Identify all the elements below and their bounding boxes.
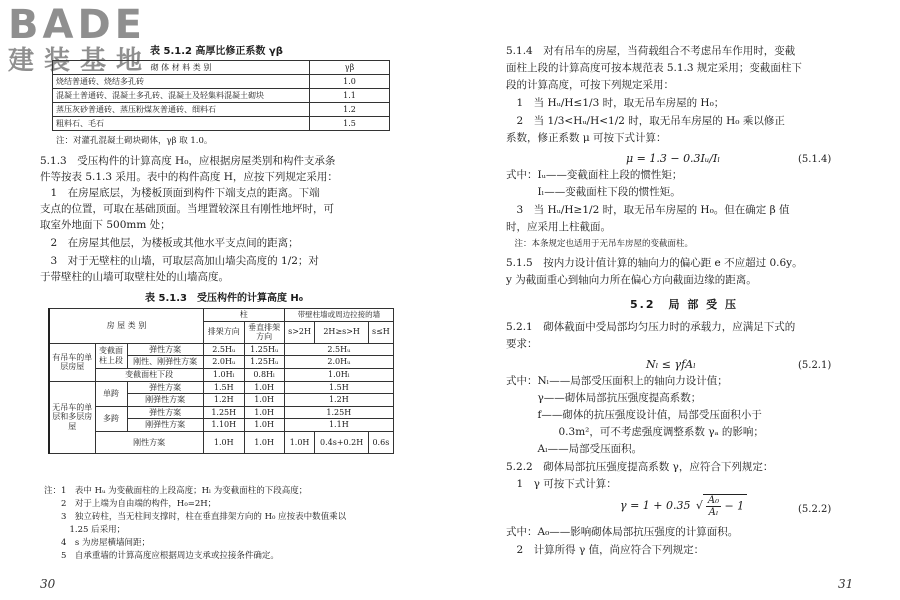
paragraph-line: 取室外地面下 500mm 处； [40, 219, 171, 231]
table-row [49, 381, 394, 394]
formula-lhs: γ = 1 + 0.35 [620, 498, 691, 512]
paragraph-line: 于带壁柱的山墙可取壁柱处的山墙高度。 [40, 271, 229, 283]
table-cell: 1.2H [203, 394, 244, 407]
table-5-1-2-note: 注：对灌孔混凝土砌块砌体，γβ 取 1.0。 [56, 136, 213, 146]
table-header: 砌 体 材 料 类 别 [53, 61, 310, 75]
paragraph-line: 5.2.2 砌体局部抗压强度提高系数 γ，应符合下列规定： [506, 461, 774, 473]
page-number: 30 [40, 577, 56, 591]
fraction-denominator: Aₗ [708, 507, 719, 518]
table-row [53, 61, 390, 75]
table-cell: 0.6s [368, 431, 393, 453]
table-cell: 2.5Hᵤ [203, 343, 244, 356]
paragraph-line: 支点的位置，可取在基础顶面。当埋置较深且有刚性地坪时，可 [40, 203, 334, 215]
table-note: 2 对于上端为自由端的构件，H₀=2H； [44, 499, 217, 509]
paragraph-line: 2 当 1/3<Hᵤ/H<1/2 时，取无吊车房屋的 H₀ 乘以修正 [506, 115, 785, 127]
table-cell: 1.0H [244, 406, 284, 419]
formula-5-2-2 [620, 494, 747, 526]
table-header: 垂直排架方向 [244, 321, 284, 343]
table-cell: 1.2H [284, 394, 393, 407]
paragraph-line: 2 在房屋其他层，为楼板或其他水平支点间的距离； [40, 237, 299, 249]
table-cell: 1.2 [310, 103, 390, 117]
table-cell: 1.0 [310, 75, 390, 89]
paragraph-line: 要求： [506, 338, 538, 350]
table-cell: 1.0H [244, 381, 284, 394]
fraction [706, 495, 721, 518]
table-cell: 1.0H [244, 419, 284, 432]
table-header: s≤H [368, 321, 393, 343]
definition-line: Aₗ——局部受压面积。 [506, 443, 643, 455]
formula-5-1-4: μ = 1.3 − 0.3Iᵤ/Iₗ [626, 152, 721, 165]
table-row [53, 89, 390, 103]
table-5-1-2-caption: 表 5.1.2 高厚比修正系数 γβ [150, 46, 283, 57]
page-number: 31 [838, 577, 854, 591]
table-note: 3 独立砖柱，当无柱间支撑时，柱在垂直排架方向的 H₀ 应按表中数值乘以 [44, 512, 347, 522]
table-row [53, 103, 390, 117]
table-header: 排架方向 [203, 321, 244, 343]
table-cell: 1.0H [244, 394, 284, 407]
table-group: 多跨 [95, 406, 127, 431]
table-group: 无吊车的单层和多层房屋 [49, 381, 95, 453]
equation-number: (5.2.2) [798, 504, 832, 515]
table-cell: 2.5Hᵤ [284, 343, 393, 356]
table-cell: 刚弹性方案 [127, 394, 203, 407]
definition-line: 式中：Nₗ——局部受压面积上的轴向力设计值； [506, 375, 728, 387]
table-header: γβ [310, 61, 390, 75]
logo-sub-text: 建装基地 [8, 46, 153, 76]
table-note: 注：1 表中 Hᵤ 为变截面柱的上段高度；Hₗ 为变截面柱的下段高度； [44, 486, 308, 496]
formula-5-2-1: Nₗ ≤ γfAₗ [646, 358, 696, 371]
table-cell: 弹性方案 [127, 406, 203, 419]
table-cell: 1.0H [203, 431, 244, 453]
table-header: 带壁柱墙或周边拉接的墙 [284, 309, 393, 322]
table-cell: 1.10H [203, 419, 244, 432]
table-row [49, 368, 394, 381]
paragraph-line: 段的计算高度，可按下列规定采用： [506, 79, 674, 91]
equation-number: (5.2.1) [798, 360, 832, 371]
table-cell: 1.5H [203, 381, 244, 394]
table-group: 有吊车的单层房屋 [49, 343, 95, 381]
table-header: s>2H [284, 321, 315, 343]
table-cell: 刚弹性方案 [127, 419, 203, 432]
formula-tail: − 1 [724, 499, 745, 513]
table-group: 变截面柱上段 [95, 343, 127, 368]
table-cell: 2.0Hᵤ [203, 356, 244, 369]
table-cell: 1.0Hₗ [203, 368, 244, 381]
paragraph-line: 5.1.4 对有吊车的房屋，当荷载组合不考虑吊车作用时，变截 [506, 45, 796, 57]
paragraph-line: 5.2.1 砌体截面中受局部均匀压力时的承载力，应满足下式的 [506, 321, 796, 333]
table-row [49, 406, 394, 419]
table-cell: 1.5H [284, 381, 393, 394]
right-page [450, 0, 900, 600]
table-row [53, 75, 390, 89]
definition-line: Iₗ——变截面柱下段的惯性矩。 [506, 186, 681, 198]
table-cell: 0.4s+0.2H [315, 431, 368, 453]
sqrt-symbol: √ [695, 498, 703, 512]
table-note: 4 s 为房屋横墙间距； [44, 538, 150, 548]
paragraph-line: 1 当 Hᵤ/H≤1/3 时，取无吊车房屋的 H₀； [506, 97, 725, 109]
sqrt-body [703, 494, 747, 518]
table-row [49, 309, 394, 322]
paragraph-line: 时，应采用上柱截面。 [506, 221, 611, 233]
paragraph-line: 系数，修正系数 μ 可按下式计算： [506, 132, 667, 144]
table-cell: 1.25Hᵤ [244, 356, 284, 369]
table-cell: 1.5 [310, 117, 390, 131]
table-note: 1.25 后采用； [44, 525, 126, 535]
definition-line: 0.3m²，可不考虑强度调整系数 γₐ 的影响； [506, 426, 764, 438]
table-cell: 1.0H [284, 431, 315, 453]
fraction-numerator: A₀ [707, 495, 720, 506]
table-cell: 1.0H [244, 431, 284, 453]
definition-line: 式中：A₀——影响砌体局部抗压强度的计算面积。 [506, 526, 739, 538]
section-heading: 5.2 局 部 受 压 [630, 298, 738, 311]
table-cell: 1.1H [284, 419, 393, 432]
table-cell: 混凝土普通砖、混凝土多孔砖、混凝土及轻集料混凝土砌块 [53, 89, 310, 103]
table-cell: 1.1 [310, 89, 390, 103]
definition-line: f——砌体的抗压强度设计值，局部受压面积小于 [506, 409, 762, 421]
paragraph-line: 1 γ 可按下式计算： [506, 478, 617, 490]
table-row [49, 431, 394, 453]
table-cell: 蒸压灰砂普通砖、蒸压粉煤灰普通砖、细料石 [53, 103, 310, 117]
table-header: 柱 [203, 309, 284, 322]
paragraph-line: 5.1.5 按内力设计值计算的轴向力的偏心距 e 不应超过 0.6y。 [506, 257, 803, 269]
table-cell: 刚性方案 [95, 431, 203, 453]
paragraph-line: y 为截面重心到轴向力所在偏心方向截面边缘的距离。 [506, 274, 757, 286]
table-cell: 1.0Hₗ [284, 368, 393, 381]
paragraph-line: 面柱上段的计算高度可按本规范表 5.1.3 规定采用；变截面柱下 [506, 62, 802, 74]
logo-main-text: BADE [8, 2, 146, 48]
table-group: 单跨 [95, 381, 127, 406]
table-cell: 1.25H [203, 406, 244, 419]
table-cell: 变截面柱下段 [95, 368, 203, 381]
definition-line: γ——砌体局部抗压强度提高系数； [506, 392, 702, 404]
table-cell: 弹性方案 [127, 381, 203, 394]
table-cell: 0.8Hₗ [244, 368, 284, 381]
paragraph-line: 3 对于无壁柱的山墙，可取层高加山墙尖高度的 1/2；对 [40, 255, 319, 267]
table-header: 房 屋 类 别 [49, 309, 203, 344]
table-row [49, 343, 394, 356]
table-cell: 1.25Hᵤ [244, 343, 284, 356]
clause-note: 注：本条规定也适用于无吊车房屋的变截面柱。 [506, 239, 694, 249]
table-cell: 1.25H [284, 406, 393, 419]
equation-number: (5.1.4) [798, 154, 832, 165]
table-cell: 粗料石、毛石 [53, 117, 310, 131]
table-5-1-3-caption: 表 5.1.3 受压构件的计算高度 H₀ [145, 293, 304, 304]
table-5-1-2 [52, 60, 390, 131]
paragraph-line: 5.1.3 受压构件的计算高度 H₀，应根据房屋类别和构件支承条 [40, 155, 336, 167]
table-note: 5 自承重墙的计算高度应根据周边支承或拉接条件确定。 [44, 551, 279, 561]
table-cell: 2.0Hᵤ [284, 356, 393, 369]
paragraph-line: 2 计算所得 γ 值，尚应符合下列规定： [506, 544, 705, 556]
table-row [53, 117, 390, 131]
paragraph-line: 1 在房屋底层，为楼板顶面到构件下端支点的距离。下端 [40, 187, 320, 199]
table-5-1-3 [48, 308, 394, 454]
paragraph-line: 件等按表 5.1.3 采用。表中的构件高度 H，应按下列规定采用： [40, 171, 338, 183]
paragraph-line: 3 当 Hᵤ/H≥1/2 时，取无吊车房屋的 H₀。但在确定 β 值 [506, 204, 790, 216]
table-header: 2H≥s>H [315, 321, 368, 343]
definition-line: 式中：Iᵤ——变截面柱上段的惯性矩； [506, 169, 683, 181]
table-cell: 刚性、刚弹性方案 [127, 356, 203, 369]
table-cell: 烧结普通砖、烧结多孔砖 [53, 75, 310, 89]
table-cell: 弹性方案 [127, 343, 203, 356]
